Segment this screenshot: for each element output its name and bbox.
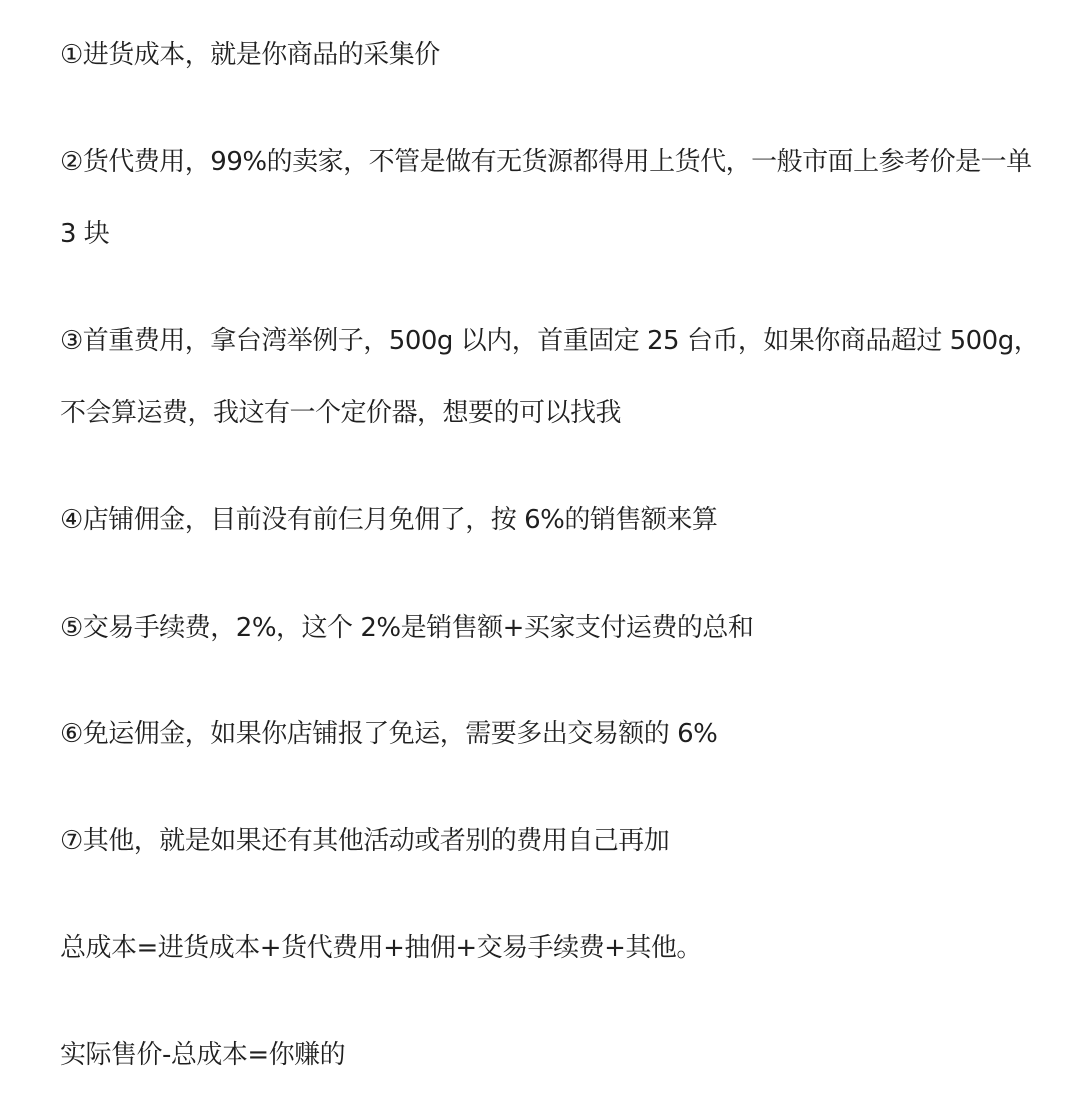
cost-item-first-weight-line2: 不会算运费，我这有一个定价器，想要的可以找我 <box>60 398 622 428</box>
cost-item-first-weight-line1: ③首重费用，拿台湾举例子，500g 以内，首重固定 25 台币，如果你商品超过 500g， <box>60 326 1040 356</box>
cost-item-forwarding-line1: ②货代费用，99%的卖家，不管是做有无货源都得用上货代，一般市面上参考价是一单 <box>60 147 1032 177</box>
cost-item-other: ⑦其他，就是如果还有其他活动或者别的费用自己再加 <box>60 826 670 856</box>
cost-item-forwarding-line2: 3 块 <box>60 219 110 249</box>
total-cost-formula: 总成本=进货成本+货代费用+抽佣+交易手续费+其他。 <box>60 933 702 963</box>
cost-item-free-shipping-commission: ⑥免运佣金，如果你店铺报了免运，需要多出交易额的 6% <box>60 719 718 749</box>
cost-item-purchase: ①进货成本，就是你商品的采集价 <box>60 40 440 70</box>
cost-item-store-commission: ④店铺佣金，目前没有前仨月免佣了，按 6%的销售额来算 <box>60 505 718 535</box>
profit-formula: 实际售价-总成本=你赚的 <box>60 1040 346 1070</box>
cost-item-transaction-fee: ⑤交易手续费，2%，这个 2%是销售额+买家支付运费的总和 <box>60 613 754 643</box>
